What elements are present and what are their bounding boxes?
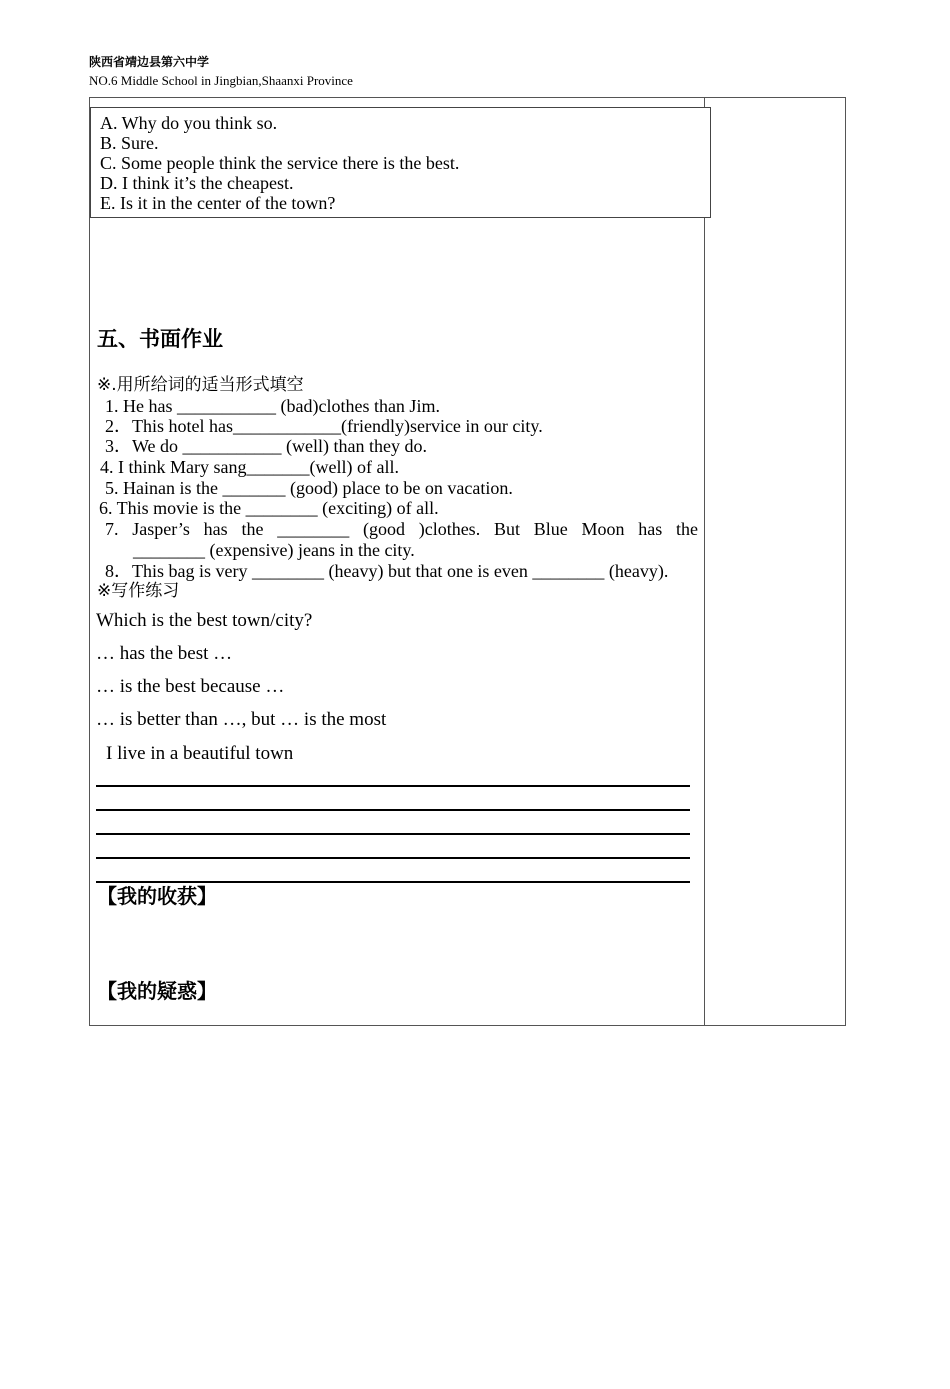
writing-prompt-line: … is better than …, but … is the most [96, 709, 387, 730]
my-doubts-heading: 【我的疑惑】 [97, 979, 217, 1003]
school-name-en: NO.6 Middle School in Jingbian,Shaanxi Province [89, 73, 353, 88]
dialogue-options-box [90, 107, 711, 218]
writing-prompt-line: … has the best … [96, 643, 233, 664]
question-7-line-1: 7. Jasper’s has the ________ (good )clothes. But Blue Moon has the [105, 519, 698, 539]
page-header [89, 54, 353, 89]
writing-prompt-line: … is the best because … [96, 676, 285, 697]
my-gains-heading: 【我的收获】 [97, 884, 217, 908]
option-c: C. Some people think the service there is the best. [100, 153, 460, 173]
question-5: 5. Hainan is the _______ (good) place to be on vacation. [105, 478, 513, 498]
answer-line[interactable] [96, 809, 690, 811]
writing-start-sentence: I live in a beautiful town [106, 743, 294, 764]
question-7-line-2: ________ (expensive) jeans in the city. [133, 540, 415, 560]
question-8: 8．This bag is very ________ (heavy) but that one is even ________ (heavy). [105, 561, 669, 581]
writing-prompt-line: Which is the best town/city? [96, 610, 313, 631]
question-1: 1. He has ___________ (bad)clothes than Jim. [105, 396, 440, 416]
section-title: 五、书面作业 [97, 327, 223, 351]
question-6: 6. This movie is the ________ (exciting) of all. [99, 498, 439, 518]
answer-line[interactable] [96, 785, 690, 787]
question-3: 3．We do ___________ (well) than they do. [105, 436, 427, 456]
option-b: B. Sure. [100, 133, 159, 153]
option-a: A. Why do you think so. [100, 113, 278, 133]
option-d: D. I think it’s the cheapest. [100, 173, 294, 193]
question-2: 2．This hotel has____________(friendly)service in our city. [105, 416, 543, 436]
question-4: 4. I think Mary sang_______(well) of all. [100, 457, 399, 477]
table-column-divider [704, 97, 705, 1026]
answer-line[interactable] [96, 833, 690, 835]
school-name-cn: 陕西省靖边县第六中学 [89, 55, 210, 69]
exercise-instruction: ※.用所给词的适当形式填空 [97, 375, 304, 395]
option-e: E. Is it in the center of the town? [100, 193, 336, 213]
writing-practice-title: ※写作练习 [97, 581, 180, 601]
answer-line[interactable] [96, 857, 690, 859]
